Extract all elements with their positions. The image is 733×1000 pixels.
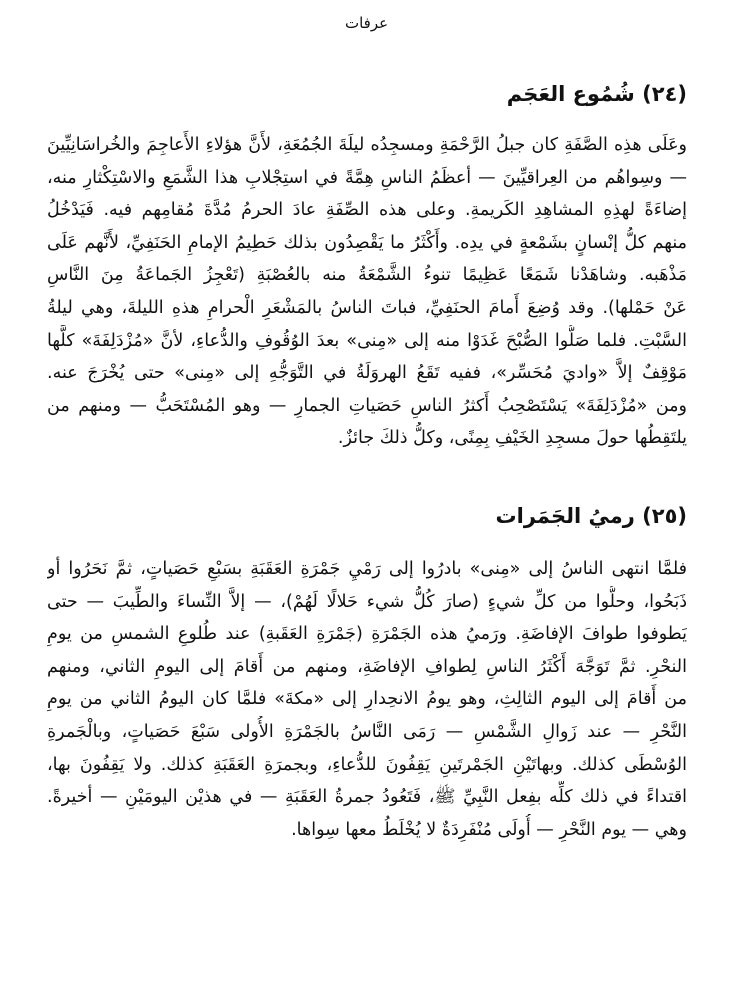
section-heading-25: (٢٥) رميُ الجَمَرات — [495, 504, 687, 528]
text-line: ذَبَحُوا، وحلُّوا من كلِّ شيءٍ (صارَ كُلُّ شيء حَلالًا لَهُمْ)، — إلاَّ النِّساءَ والطِّيبَ — حتى — [47, 591, 687, 612]
text-line: مَذْهَبه. وشاهَدْنا شَمَعًا عَظِيمًا تنوءُ الشَّمْعَةُ منه بالعُصْبَةِ (تَعْجِزُ الجَماعَةُ مِنَ النَّاسِ — [47, 265, 687, 286]
text-line: النَّحْرِ — عند زَوالِ الشَّمْسِ — رَمَى النَّاسُ بالجَمْرَةِ الأُولى سَبْعَ حَصَياتٍ، وبالْجَمرةِ — [47, 721, 687, 742]
section-25-body — [47, 553, 687, 846]
section-24-body — [47, 129, 687, 455]
text-line: مَوْقِفٌ إلاَّ «واديَ مُحَسِّر»، ففيه تَقَعُ الهروَلَةُ في التَّوَجُّهِ إلى «مِنى» حتى يُخْرَجَ عنه. — [47, 363, 687, 384]
section-heading-24: (٢٤) شُمُوع العَجَم — [506, 82, 687, 106]
text-line: وعَلَى هذِه الصَّفَةِ كان جبلُ الرَّحْمَةِ ومسجِدُه ليلَةَ الجُمُعَةِ، لأَنَّ هؤلاءِ الأَعاجِمَ والخُراسَانِيِّينَ — [47, 135, 687, 155]
text-line: يَطوفوا طوافَ الإفاضَةِ. ورَميُ هذه الجَمْرَةِ (جَمْرَةِ العَقَبةِ) عند طُلوعِ الشمسِ من يومِ — [47, 624, 687, 645]
text-line: وهي — يوم النَّحْرِ — أُولَى مُنْفَرِدَةٌ لا يُخْلَطُ معها سِواها. — [291, 819, 687, 840]
text-line: الوُسْطَى كذلك. وبهاتَيْنِ الجَمْرتَينِ يَقِفُونَ للدُّعاءِ، وبجمرَةِ العَقَبَةِ كذلك. ولا يَقِفُونَ بها، — [47, 754, 687, 775]
running-head: عرفات — [344, 14, 389, 32]
text-line: ومن «مُزْدَلِفَةَ» يَسْتَصْحِبُ أَكثرُ الناسِ حَصَياتِ الجمارِ — وهو المُسْتَحَبُّ — ومنهم من — [47, 395, 687, 416]
text-line: يلتَقِطُها حولَ مسجِدِ الخَيْفِ بِمِنًى، وكلُّ ذلكَ جائزٌ. — [337, 428, 687, 449]
text-line: عَنْ حَمْلها). وقد وُضِعَ أَمامَ الحنَفِيِّ، فباتَ الناسُ بالمَشْعَرِ الْحرامِ هذهِ الليلةَ، وهي ليلةُ — [47, 297, 687, 318]
text-line: إضاءَةً لهذِهِ المشاهِدِ الكَريمةِ. وعلى هذه الصِّفَةِ عادَ الحرمُ مُدَّةَ مُقامِهم فيه. فَيَدْخُلُ — [47, 200, 687, 221]
text-line: منهم كلُّ إنْسانٍ بشَمْعةٍ في يدِه. وأَكْثَرُ ما يَقْصِدُون بذلك حَطِيمُ الإمامِ الحَنَفِيِّ، لأَنَّهم عَلَى — [47, 232, 687, 253]
text-line: اقتداءً في ذلك كلِّه بفِعل النَّبِيِّ ﷺ، فَتَعُودُ جمرةُ العَقَبَةِ — في هذيْن اليومَيْنِ — أخيرةً. — [47, 787, 687, 808]
text-line: من أَقامَ إلى اليوم الثالِثِ، وهو يومُ الانحِدارِ إلى «مكةَ» فلمَّا كان اليومُ الثاني من يومِ — [47, 689, 687, 710]
text-line: فلمَّا انتهى الناسُ إلى «مِنى» بادرُوا إلى رَمْيِ جَمْرَةِ العَقَبَةِ بسَبْعِ حَصَياتٍ، ثمَّ نَحَرُوا أو — [47, 559, 687, 579]
text-line: النحْرِ. ثمَّ تَوَجَّهَ أَكْثَرُ الناسِ لِطوافِ الإفاضَةِ، ومنهم من أَقامَ إلى اليومِ الثاني، ومنهم — [47, 656, 687, 677]
text-line: السَّبْتِ. فلما صَلُّوا الصُّبْحَ غَدَوْا منه إلى «مِنى» بعدَ الوُقُوفِ والدُّعاءِ، لأنَّ «مُزْدَلِفَةَ» كلَّها — [47, 330, 687, 351]
text-line: — وسِواهُم من العِراقيِّينَ — أعظَمُ الناسِ هِمَّةً في استِجْلابِ هذا الشَّمَعِ والاسْتِكْثارِ منه، — [47, 167, 687, 188]
